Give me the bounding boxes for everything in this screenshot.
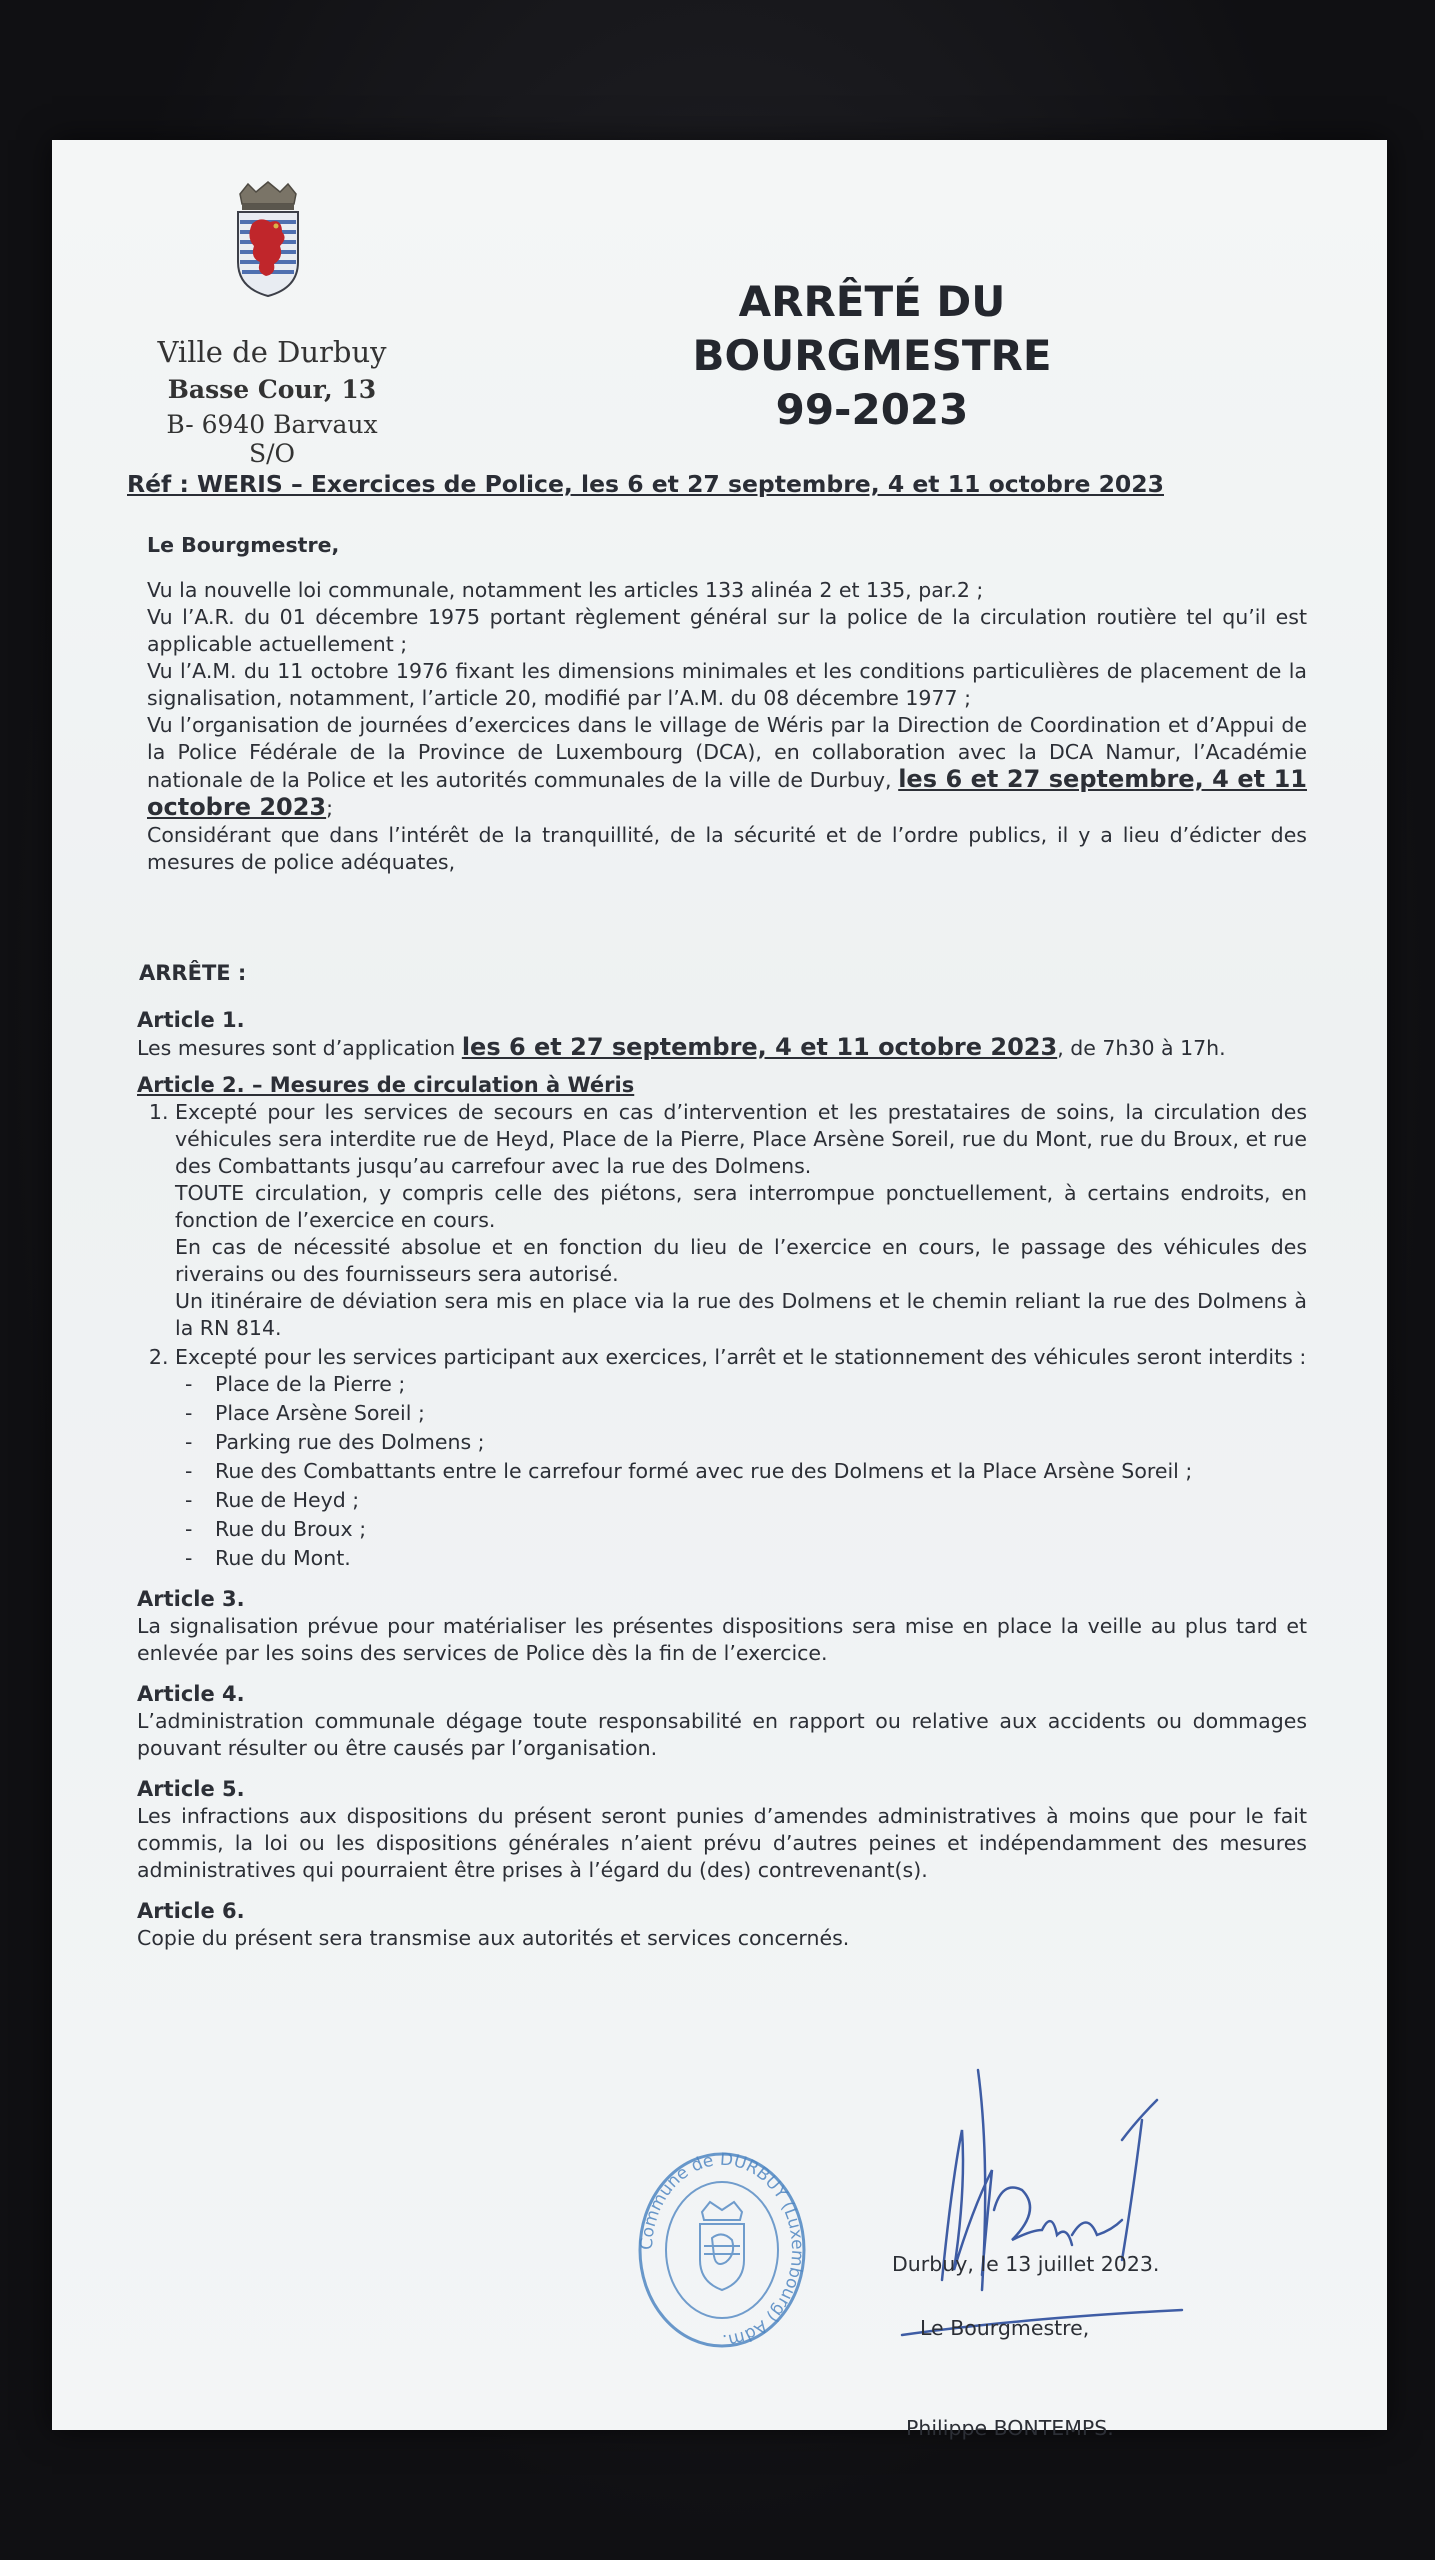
- commune-stamp-icon: [632, 2150, 812, 2350]
- article-5-text: Les infractions aux dispositions du présent seront punies d’amendes administratives à moins que pour le fait commis, la loi ou les dispositions générales n’aient prévu d’autres peines et indépendamment des mesures administratives qui pourraient être prises à l’égard du (des) contrevenant(s).: [137, 1804, 1307, 1882]
- article-6-text: Copie du présent sera transmise aux autorités et services concernés.: [137, 1926, 850, 1950]
- arrete-label: ARRÊTE :: [139, 961, 247, 985]
- stamp-text: Commune de DURBUY (Luxembourg) Adm.: [636, 2150, 808, 2350]
- article-1-dates: les 6 et 27 septembre, 4 et 11 octobre 2023: [461, 1033, 1058, 1061]
- highlighted-dates: les 6 et 27 septembre, 4 et 11 octobre 2023: [147, 765, 1307, 821]
- article-1-title: Article 1.: [137, 1008, 245, 1032]
- vu-paragraph-3: Vu l’A.M. du 11 octobre 1976 fixant les dimensions minimales et les conditions particulières de placement de la signalisation, notamment, l’article 20, modifié par l’A.M. du 08 décembre 1977 ;: [147, 659, 1307, 710]
- address-postal: B- 6940 Barvaux S/O: [166, 410, 378, 468]
- article-3-text: La signalisation prévue pour matérialiser les présentes dispositions sera mise en place la veille au plus tard et enlevée par les soins des services de Police dès la fin de l’exercice.: [137, 1614, 1307, 1665]
- reference-line: Réf : WERIS – Exercices de Police, les 6 et 27 septembre, 4 et 11 octobre 2023: [127, 470, 1164, 498]
- article-6-title: Article 6.: [137, 1899, 245, 1923]
- title-line-2: 99-2023: [775, 385, 969, 434]
- commune-address-block: [142, 335, 402, 468]
- list-item: - Place Arsène Soreil ;: [185, 1400, 1307, 1427]
- article-3-title: Article 3.: [137, 1587, 245, 1611]
- article-5-title: Article 5.: [137, 1777, 245, 1801]
- signature-place-date: Durbuy, le 13 juillet 2023.: [892, 2252, 1160, 2276]
- forbidden-parking-list: [175, 1371, 1307, 1572]
- article-4-text: L’administration communale dégage toute responsabilité en rapport ou relative aux accidents ou dommages pouvant résulter ou être causés par l’organisation.: [137, 1709, 1307, 1760]
- list-item: - Rue du Broux ;: [185, 1516, 1307, 1543]
- ville-name: Ville de Durbuy: [157, 335, 387, 369]
- address-street: Basse Cour, 13: [167, 375, 377, 404]
- title-line-1: ARRÊTÉ DU BOURGMESTRE: [692, 277, 1052, 380]
- article-4-title: Article 4.: [137, 1682, 245, 1706]
- considerant-paragraph: Considérant que dans l’intérêt de la tranquillité, de la sécurité et de l’ordre publics, il y a lieu d’édicter des mesures de police adéquates,: [147, 823, 1307, 874]
- list-item: - Rue de Heyd ;: [185, 1487, 1307, 1514]
- document-sheet: [52, 140, 1387, 2440]
- svg-text:Commune de DURBUY (Luxembourg): [637, 2150, 807, 2350]
- list-item: - Place de la Pierre ;: [185, 1371, 1307, 1398]
- signature-name: Philippe BONTEMPS.: [906, 2416, 1114, 2440]
- signature-role: Le Bourgmestre,: [920, 2316, 1090, 2340]
- document-title: [612, 275, 1132, 437]
- durbuy-crest-icon: [230, 180, 306, 300]
- article-2-item-1: 1. Excepté pour les services de secours en cas d’intervention et les prestataires de soins, la circulation des véhicules sera interdite rue de Heyd, Place de la Pierre, Place Arsène Soreil, rue du Mont, rue du Broux, et rue des Combattants jusqu’au carrefour avec la rue des Dolmens. TOUTE circulation, y compris celle des piétons, sera interrompue ponctuellement, à certains endroits, en fonction de l’exercice en cours. En cas de nécessité absolue et en fonction du lieu de l’exercice en cours, le passage des véhicules des riverains ou des fournisseurs sera autorisé. Un itinéraire de déviation sera mis en place via la rue des Dolmens et le chemin reliant la rue des Dolmens à la RN 814.: [175, 1099, 1307, 1342]
- vu-paragraph-1: Vu la nouvelle loi communale, notamment les articles 133 alinéa 2 et 135, par.2 ;: [147, 578, 984, 602]
- article-2-list: [137, 1099, 1307, 1572]
- preamble: [137, 532, 1307, 876]
- list-item: - Parking rue des Dolmens ;: [185, 1429, 1307, 1456]
- article-2-title: Article 2. – Mesures de circulation à Wéris: [137, 1073, 635, 1097]
- vu-paragraph-4: Vu l’organisation de journées d’exercices dans le village de Wéris par la Direction de Coordination et d’Appui de la Police Fédérale de la Province de Luxembourg (DCA), en collaboration avec la DCA Namur, l’Académie nationale de la Police et les autorités communales de la ville de Durbuy, les 6 et 27 septembre, 4 et 11 octobre 2023;: [147, 713, 1307, 821]
- list-item: - Rue des Combattants entre le carrefour formé avec rue des Dolmens et la Place Arsène Soreil ;: [185, 1458, 1307, 1485]
- list-item: - Rue du Mont.: [185, 1545, 1307, 1572]
- articles-section: [137, 960, 1307, 1952]
- article-2-item-2: 2. Excepté pour les services participant aux exercices, l’arrêt et le stationnement des véhicules seront interdits : - Place de la Pierre ; - Place Arsène Soreil ; - Parking rue des Dolmens ; - Rue des Combattants entre le carrefour formé avec rue des Dolmens et la Place Arsène Soreil ; - Rue de Heyd ; - Rue du Broux ; - Rue du Mont.: [175, 1344, 1307, 1572]
- article-1-text: Les mesures sont d’application les 6 et 27 septembre, 4 et 11 octobre 2023, de 7h30 à 17h.: [137, 1033, 1226, 1061]
- signature-block: [892, 2252, 1292, 2440]
- vu-paragraph-2: Vu l’A.R. du 01 décembre 1975 portant règlement général sur la police de la circulation routière tel qu’il est applicable actuellement ;: [147, 605, 1307, 656]
- greeting: Le Bourgmestre,: [147, 533, 340, 557]
